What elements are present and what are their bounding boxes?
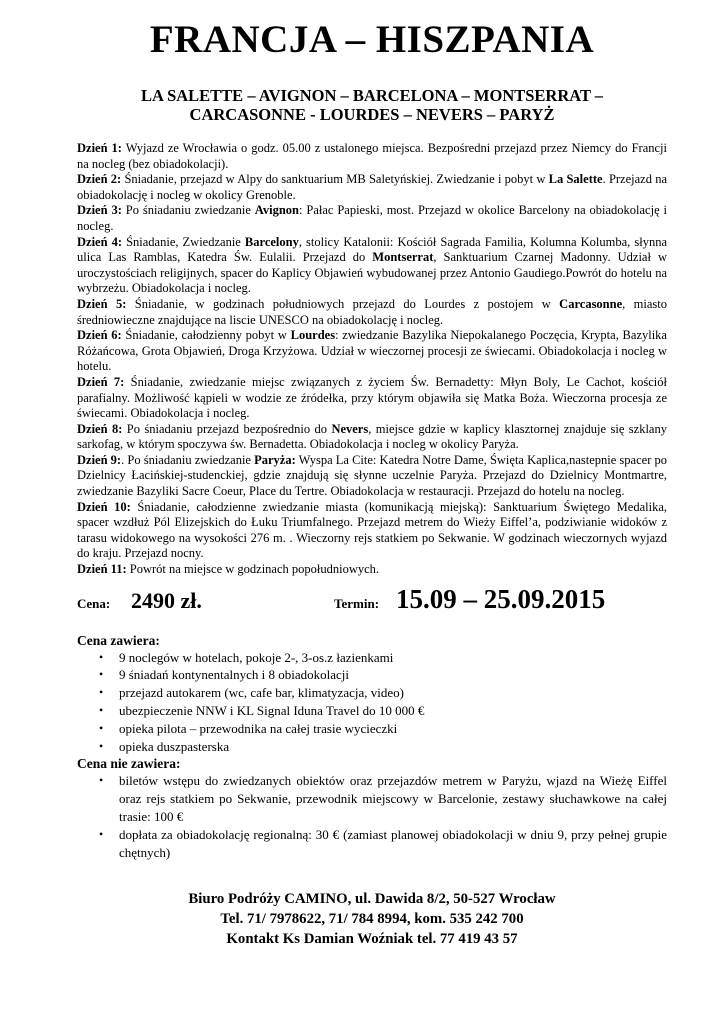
bullet-icon: •	[99, 738, 104, 753]
bullet-icon: •	[99, 773, 104, 788]
list-item-text: 9 śniadań kontynentalnych i 8 obiadokolacji	[119, 667, 349, 683]
day-emphasis: Dzień 6:	[77, 328, 122, 343]
day-text: . Po śniadaniu zwiedzanie	[121, 452, 255, 467]
agency-address: Biuro Podróży CAMINO, ul. Dawida 8/2, 50-527 Wrocław	[188, 891, 556, 908]
list-item-text: przejazd autokarem (wc, cafe bar, klimatyzacja, video)	[119, 685, 404, 701]
day-text: Powrót na miejsce w godzinach popołudniowych.	[126, 562, 380, 577]
day-emphasis: Dzień 4:	[77, 234, 123, 249]
day-text: Śniadanie, całodzienny pobyt w	[121, 328, 291, 343]
itinerary-day	[77, 141, 667, 172]
list-item-text: opieka duszpasterska	[119, 738, 230, 754]
itinerary-day	[77, 328, 667, 375]
itinerary-day	[77, 422, 667, 453]
price-includes-list	[77, 649, 667, 756]
price-value: 2490 zł.	[131, 587, 202, 613]
day-text: Wyspa La Cite: Katedra Notre Dame, Święta Kaplica,nastepnie spacer po Dzielnicy Łacińskiej-studenckiej, gdzie znajdują się słynne uczelnie Paryża. Przejazd do Dzielnicy Montmartre, zwiedzanie Bazyliki Sacre Coeur, Place du Tertre. Obiadokolacja w restauracji. Przejazd do hotelu na nocleg.	[77, 452, 667, 499]
day-emphasis: La Salette	[548, 172, 603, 187]
term-value: 15.09 – 25.09.2015	[396, 583, 606, 614]
itinerary-day	[77, 297, 667, 328]
day-text: Śniadanie, w godzinach południowych przejazd do Lourdes z postojem w	[126, 296, 560, 311]
agency-footer	[77, 889, 667, 949]
bullet-icon: •	[99, 685, 104, 700]
day-emphasis: Montserrat	[372, 250, 434, 265]
itinerary-day	[77, 203, 667, 234]
bullet-icon: •	[99, 826, 104, 841]
price-label: Cena:	[77, 595, 111, 611]
list-item	[77, 684, 667, 702]
price-row	[77, 584, 667, 624]
list-item	[77, 738, 667, 756]
day-text: Śniadanie, zwiedzanie miejsc związanych z życiem Św. Bernadetty: Młyn Boly, Le Cachot, kościół parafialny. Możliwość kąpieli w wodzie ze źródełka, przy którym objawiła się Matka Boża. Wieczorna procesja ze świecami. Obiadokolacja i nocleg.	[77, 374, 667, 421]
day-text: , Sanktuarium Czarnej Madonny. Udział w uroczystościach religijnych, spacer do Kaplicy Objawień wybudowanej przez Antonio Gaudiego.Powrót do hotelu na wybrzeżu. Obiadokolacja i nocleg.	[77, 250, 667, 296]
itinerary-day	[77, 562, 667, 578]
list-item-text: opieka pilota – przewodnika na całej trasie wycieczki	[119, 720, 398, 736]
day-emphasis: Dzień 2:	[77, 172, 122, 187]
day-emphasis: Dzień 7:	[77, 374, 125, 389]
list-item	[77, 720, 667, 738]
day-text: , miasto średniowieczne znajdujące na liscie UNESCO na obiadokolację i nocleg.	[77, 296, 667, 327]
day-emphasis: Lourdes	[290, 328, 336, 343]
day-text: Śniadanie, przejazd w Alpy do sanktuarium MB Saletyńskiej. Zwiedzanie i pobyt w	[121, 172, 549, 187]
agency-contact: Kontakt Ks Damian Woźniak tel. 77 419 43 57	[226, 931, 518, 948]
bullet-icon: •	[99, 703, 104, 718]
day-emphasis: Dzień 5:	[77, 296, 127, 311]
itinerary-day	[77, 500, 667, 562]
day-emphasis: Carcasonne	[559, 296, 623, 311]
list-item	[77, 826, 667, 862]
list-item-text: dopłata za obiadokolację regionalną: 30 € (zamiast planowej obiadokolacji w dniu 9, przy pełnej grupie chętnych)	[119, 826, 667, 860]
day-text: Śniadanie, całodzienne zwiedzanie miasta (komunikacją miejską): Sanktuarium Świętego Medalika, spacer wzdłuż Pól Elizejskich do Łuku Triumfalnego. Przejazd metrem do Wieży Eiffel’a, podziwianie widoków z tarasu widokowego na wysokości 276 m. . Wieczorny rejs statkiem po Sekwanie. W godzinach wieczornych wyjazd do kraju. Przejazd nocny.	[77, 499, 667, 561]
day-text: , miejsce gdzie w kaplicy klasztornej znajduje się szklany sarkofag, w którym spoczywa św. Bernadetta. Obiadokolacja i nocleg w okolicy Paryża.	[77, 421, 667, 452]
page-title: FRANCJA – HISZPANIA	[149, 18, 595, 61]
itinerary-day	[77, 375, 667, 422]
bullet-icon: •	[99, 667, 104, 682]
itinerary-day	[77, 172, 667, 203]
itinerary-day	[77, 453, 667, 500]
day-emphasis: Dzień 3:	[77, 203, 122, 218]
list-item-text: biletów wstępu do zwiedzanych obiektów oraz przejazdów metrem w Paryżu, wjazd na Wieżę Eiffel oraz rejs statkiem po Sekwanie, przewodnik miejscowy w Barcelonie, zestawy słuchawkowe na całej trasie: 100 €	[119, 773, 667, 824]
price-includes-section	[77, 632, 667, 756]
term-label: Termin:	[334, 595, 380, 611]
list-item	[77, 649, 667, 667]
document-page	[77, 14, 667, 949]
day-text: Śniadanie, Zwiedzanie	[122, 234, 245, 249]
price-excludes-title: Cena nie zawiera:	[77, 756, 181, 772]
bullet-icon: •	[99, 649, 104, 664]
day-emphasis: Nevers	[331, 421, 369, 436]
itinerary	[77, 141, 667, 578]
day-emphasis: Dzień 9:	[77, 452, 122, 467]
bullet-icon: •	[99, 720, 104, 735]
day-text: : zwiedzanie Bazylika Niepokalanego Poczęcia, Krypta, Bazylika Różańcowa, Grota Objawień, Droga Krzyżowa. Udział w wieczornej procesji ze świecami. Obiadokolacja i nocleg w hotelu.	[77, 328, 667, 374]
day-text: Po śniadaniu przejazd bezpośrednio do	[122, 421, 332, 436]
price-includes-title: Cena zawiera:	[77, 632, 160, 648]
day-emphasis: Dzień 10:	[77, 499, 131, 514]
agency-phones: Tel. 71/ 7978622, 71/ 784 8994, kom. 535 242 700	[220, 911, 524, 928]
list-item-text: 9 noclegów w hotelach, pokoje 2-, 3-os.z łazienkami	[119, 649, 394, 665]
route-line-1: LA SALETTE – AVIGNON – BARCELONA – MONTSERRAT –	[140, 86, 604, 105]
day-text: , stolicy Katalonii: Kościół Sagrada Familia, Kolumna Kolumba, słynna ulica Las Ramblas, Katedra Św. Eulalii. Przejazd do	[77, 234, 667, 265]
day-text: Po śniadaniu zwiedzanie	[121, 203, 255, 218]
list-item-text: ubezpieczenie NNW i KL Signal Iduna Travel do 10 000 €	[119, 703, 425, 719]
list-item	[77, 666, 667, 684]
route-subtitle	[77, 86, 667, 124]
day-emphasis: Barcelony	[244, 234, 299, 249]
list-item	[77, 772, 667, 825]
day-text: : Pałac Papieski, most. Przejazd w okolice Barcelony na obiadokolację i nocleg.	[77, 203, 667, 233]
day-emphasis: Dzień 1:	[77, 141, 122, 155]
day-text: Wyjazd ze Wrocławia o godz. 05.00 z ustalonego miejsca. Bezpośredni przejazd przez Niemcy do Francji na nocleg (bez obiadokolacji).	[77, 141, 667, 171]
day-emphasis: Avignon	[254, 203, 299, 218]
list-item	[77, 702, 667, 720]
day-emphasis: Dzień 8:	[77, 421, 123, 436]
day-emphasis: Dzień 11:	[77, 562, 127, 577]
price-excludes-section	[77, 755, 667, 861]
day-emphasis: Paryża:	[254, 452, 296, 467]
route-line-2: CARCASONNE - LOURDES – NEVERS – PARYŻ	[189, 105, 555, 124]
day-text: . Przejazd na obiadokolację i nocleg w okolicy Grenoble.	[77, 172, 668, 202]
itinerary-day	[77, 235, 667, 297]
price-excludes-list	[77, 772, 667, 861]
